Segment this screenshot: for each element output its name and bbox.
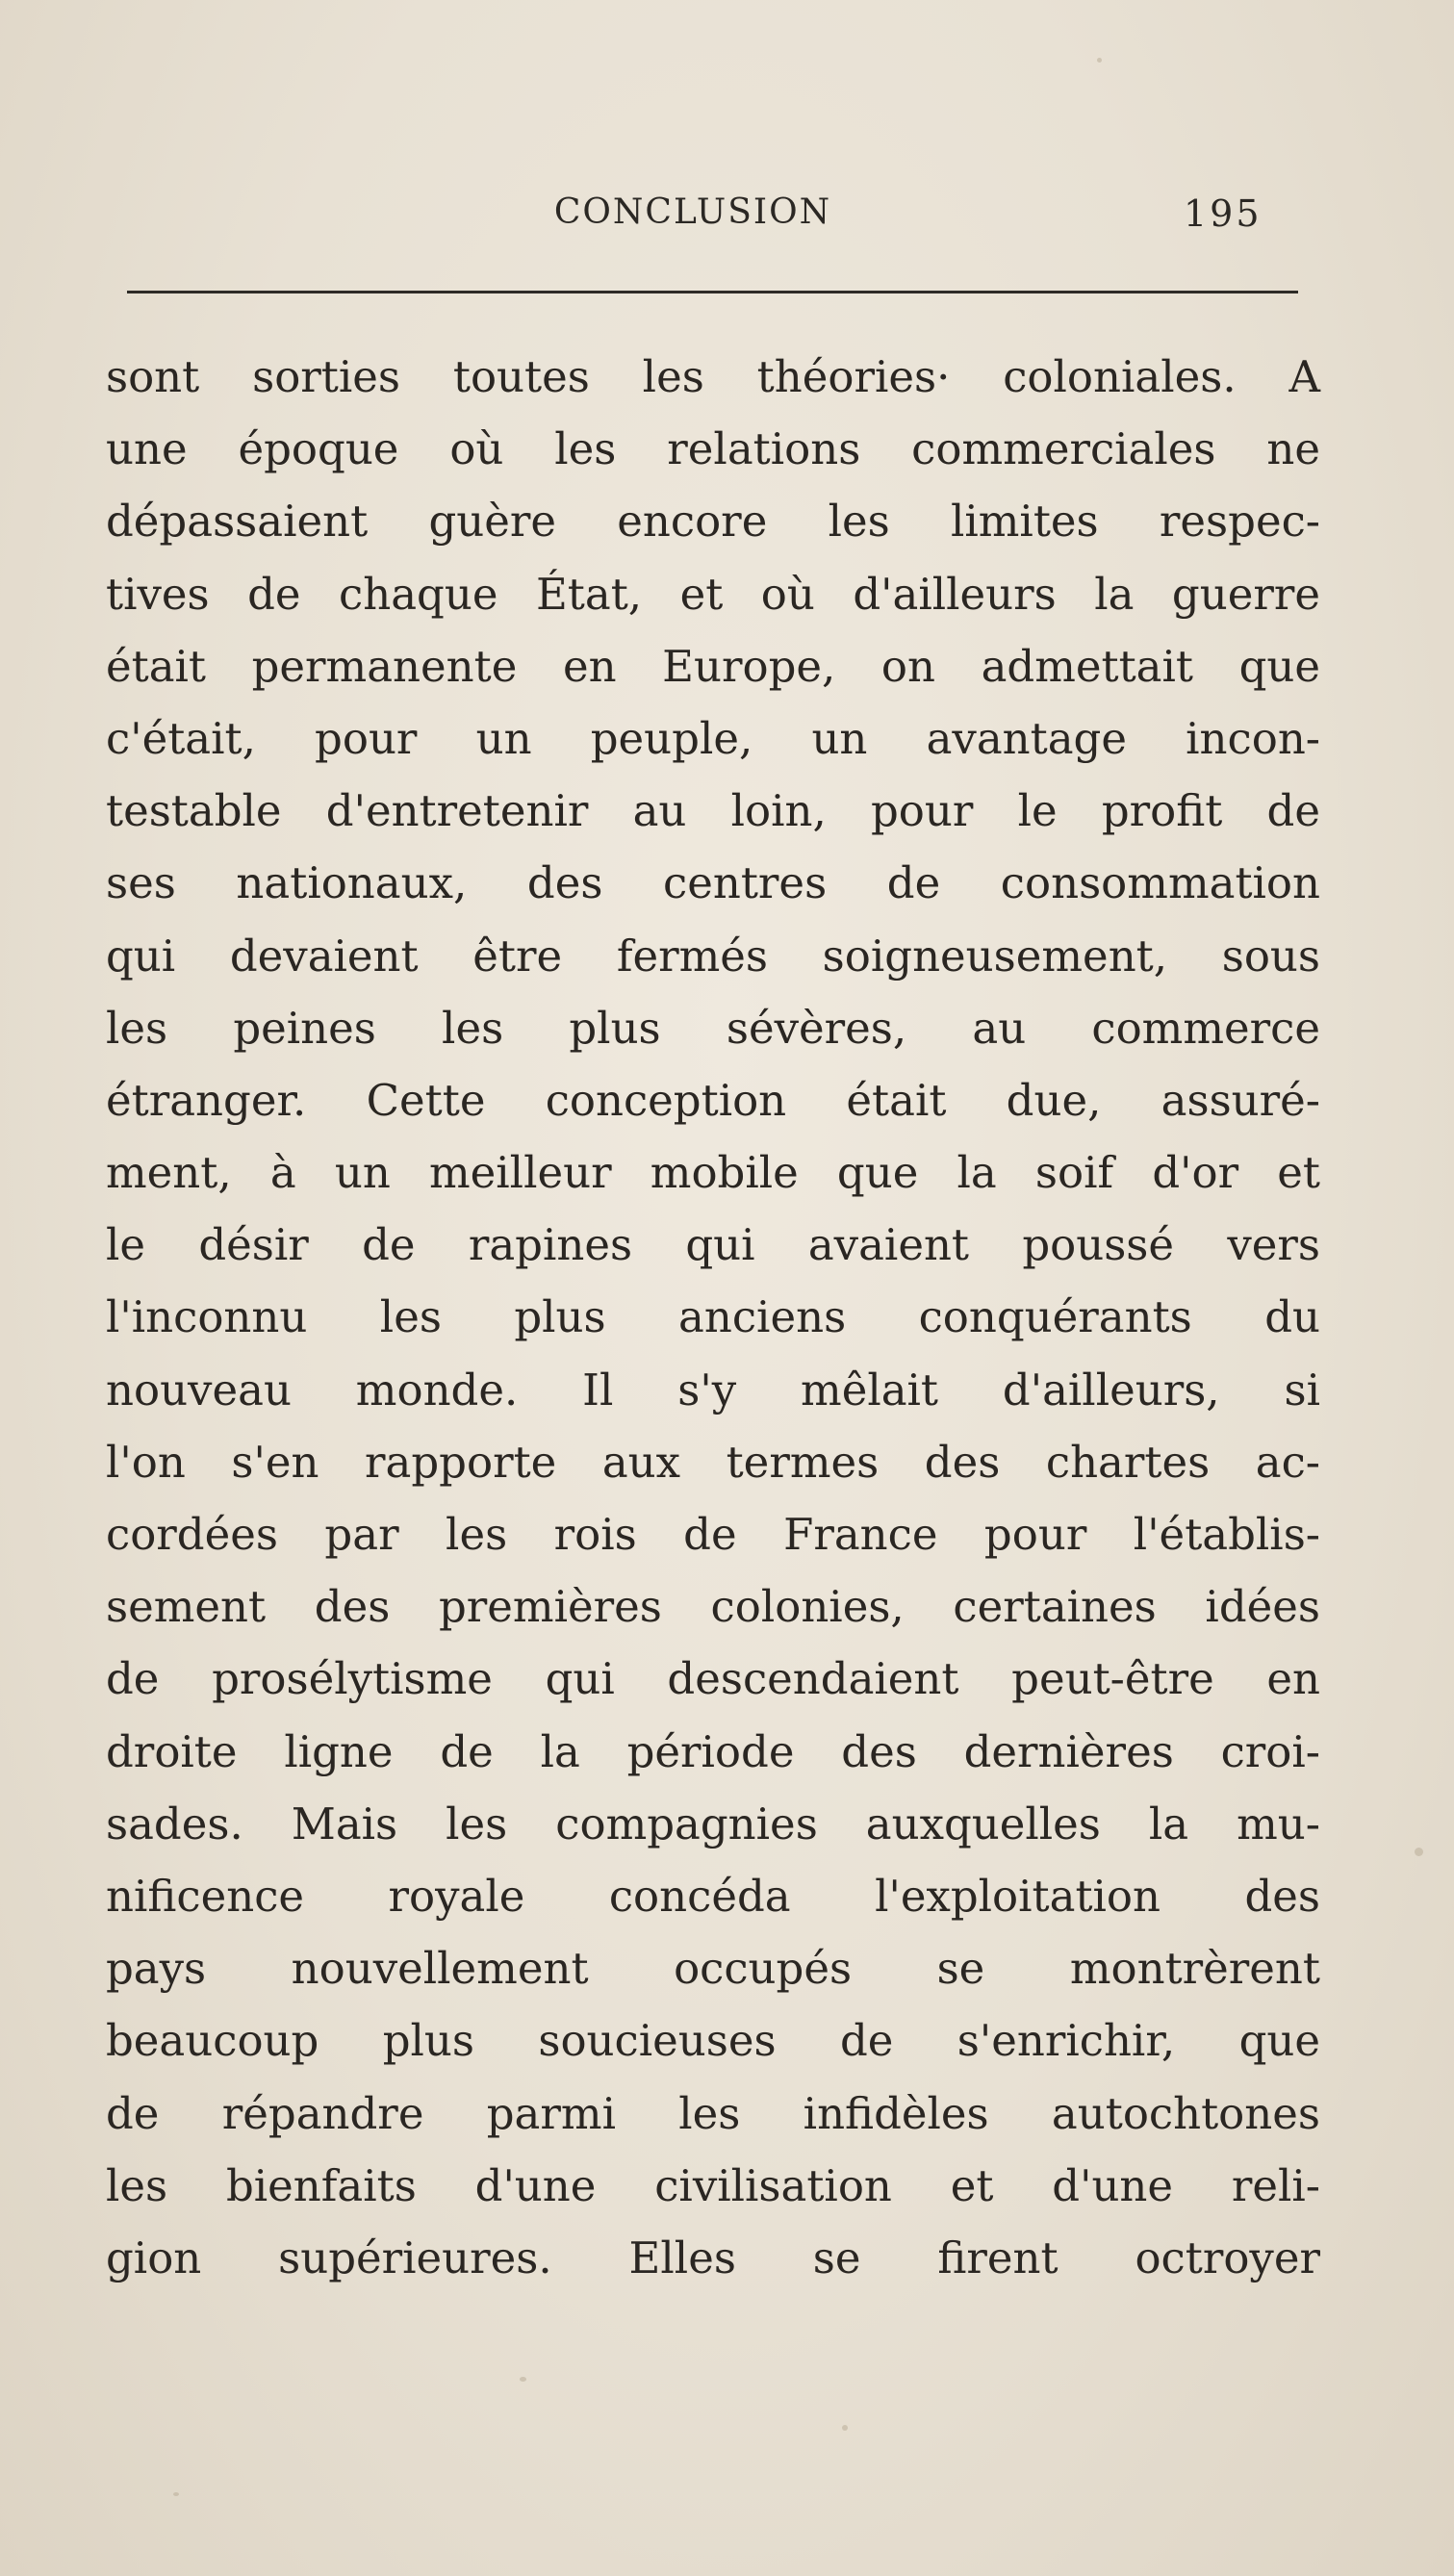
text-line: ses nationaux, des centres de consommation [106, 857, 1320, 909]
text-line: de répandre parmi les infidèles autochtones [106, 2087, 1320, 2139]
text-line: c'était, pour un peuple, un avantage incon- [106, 712, 1320, 764]
text-line: cordées par les rois de France pour l'établis- [106, 1509, 1320, 1560]
text-line: nouveau monde. Il s'y mêlait d'ailleurs, si [106, 1364, 1320, 1416]
text-line: l'inconnu les plus anciens conquérants du [106, 1291, 1320, 1343]
header-rule [127, 291, 1298, 293]
text-line: sement des premières colonies, certaines idées [106, 1581, 1320, 1633]
text-line: pays nouvellement occupés se montrèrent [106, 1943, 1320, 1995]
text-line: l'on s'en rapporte aux termes des chartes ac- [106, 1436, 1320, 1488]
text-line: testable d'entretenir au loin, pour le profit de [106, 785, 1320, 837]
paper-speck [520, 2377, 526, 2382]
text-line: étranger. Cette conception était due, assuré- [106, 1074, 1320, 1126]
text-line: sont sorties toutes les théories· coloniales. A [106, 351, 1320, 402]
page-number: 195 [1184, 192, 1263, 235]
text-line: sades. Mais les compagnies auxquelles la mu- [106, 1798, 1320, 1849]
text-line: qui devaient être fermés soigneusement, sous [106, 930, 1320, 982]
body-text [106, 341, 1320, 2294]
text-line: était permanente en Europe, on admettait que [106, 640, 1320, 692]
running-head [0, 192, 1454, 250]
paper-speck [1097, 58, 1102, 63]
text-line: de prosélytisme qui descendaient peut-être en [106, 1653, 1320, 1705]
text-line: les bienfaits d'une civilisation et d'une reli- [106, 2159, 1320, 2211]
text-line: gion supérieures. Elles se firent octroyer [106, 2232, 1320, 2283]
paper-speck [842, 2425, 848, 2431]
text-line: une époque où les relations commerciales ne [106, 423, 1320, 475]
text-line: dépassaient guère encore les limites respec- [106, 496, 1320, 548]
text-line: tives de chaque État, et où d'ailleurs la guerre [106, 568, 1320, 620]
text-line: ment, à un meilleur mobile que la soif d'or et [106, 1147, 1320, 1199]
paper-speck [173, 2492, 179, 2496]
paper-speck [1415, 1848, 1423, 1856]
text-line: nificence royale concéda l'exploitation des [106, 1870, 1320, 1922]
text-line: les peines les plus sévères, au commerce [106, 1002, 1320, 1054]
text-line: droite ligne de la période des dernières croi- [106, 1725, 1320, 1777]
text-line: le désir de rapines qui avaient poussé vers [106, 1219, 1320, 1271]
text-line: beaucoup plus soucieuses de s'enrichir, que [106, 2015, 1320, 2067]
running-head-title: CONCLUSION [553, 192, 832, 232]
